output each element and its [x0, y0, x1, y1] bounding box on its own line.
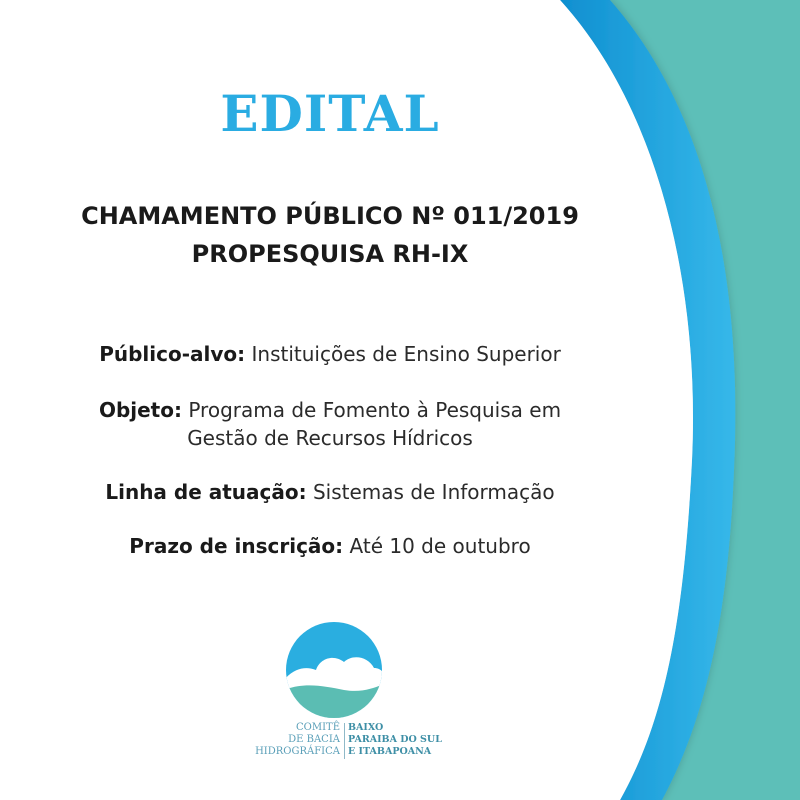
subtitle-line-1: CHAMAMENTO PÚBLICO Nº 011/2019 [81, 202, 579, 230]
field-value-line-2: Gestão de Recursos Hídricos [187, 426, 473, 450]
logo-line: COMITÊ [295, 722, 340, 733]
field-prazo-inscricao [0, 532, 660, 560]
field-objeto [0, 396, 660, 452]
logo-line: BAIXO [348, 722, 384, 733]
logo-divider [344, 723, 345, 759]
logo-line: DE BACIA [288, 734, 340, 745]
logo-text-left [230, 722, 340, 758]
field-label: Público-alvo: [99, 342, 246, 366]
field-value: Até 10 de outubro [349, 534, 531, 558]
logo-text-right [348, 722, 458, 758]
subtitle-line-2: PROPESQUISA RH-IX [191, 240, 469, 268]
field-label: Linha de atuação: [105, 480, 307, 504]
field-value: Programa de Fomento à Pesquisa em [188, 398, 562, 422]
page-title: EDITAL [220, 84, 440, 143]
logo-line: E ITABAPOANA [348, 746, 432, 757]
field-label: Objeto: [98, 398, 182, 422]
field-linha-atuacao [0, 478, 660, 506]
field-value: Instituições de Ensino Superior [251, 342, 561, 366]
field-label: Prazo de inscrição: [129, 534, 344, 558]
field-publico-alvo [0, 340, 660, 368]
logo-line: HIDROGRÁFICA [255, 746, 340, 757]
committee-logo [230, 620, 442, 780]
logo-line: PARAIBA DO SUL [348, 734, 442, 745]
water-cloud-icon [284, 620, 384, 720]
field-value: Sistemas de Informação [312, 480, 555, 504]
